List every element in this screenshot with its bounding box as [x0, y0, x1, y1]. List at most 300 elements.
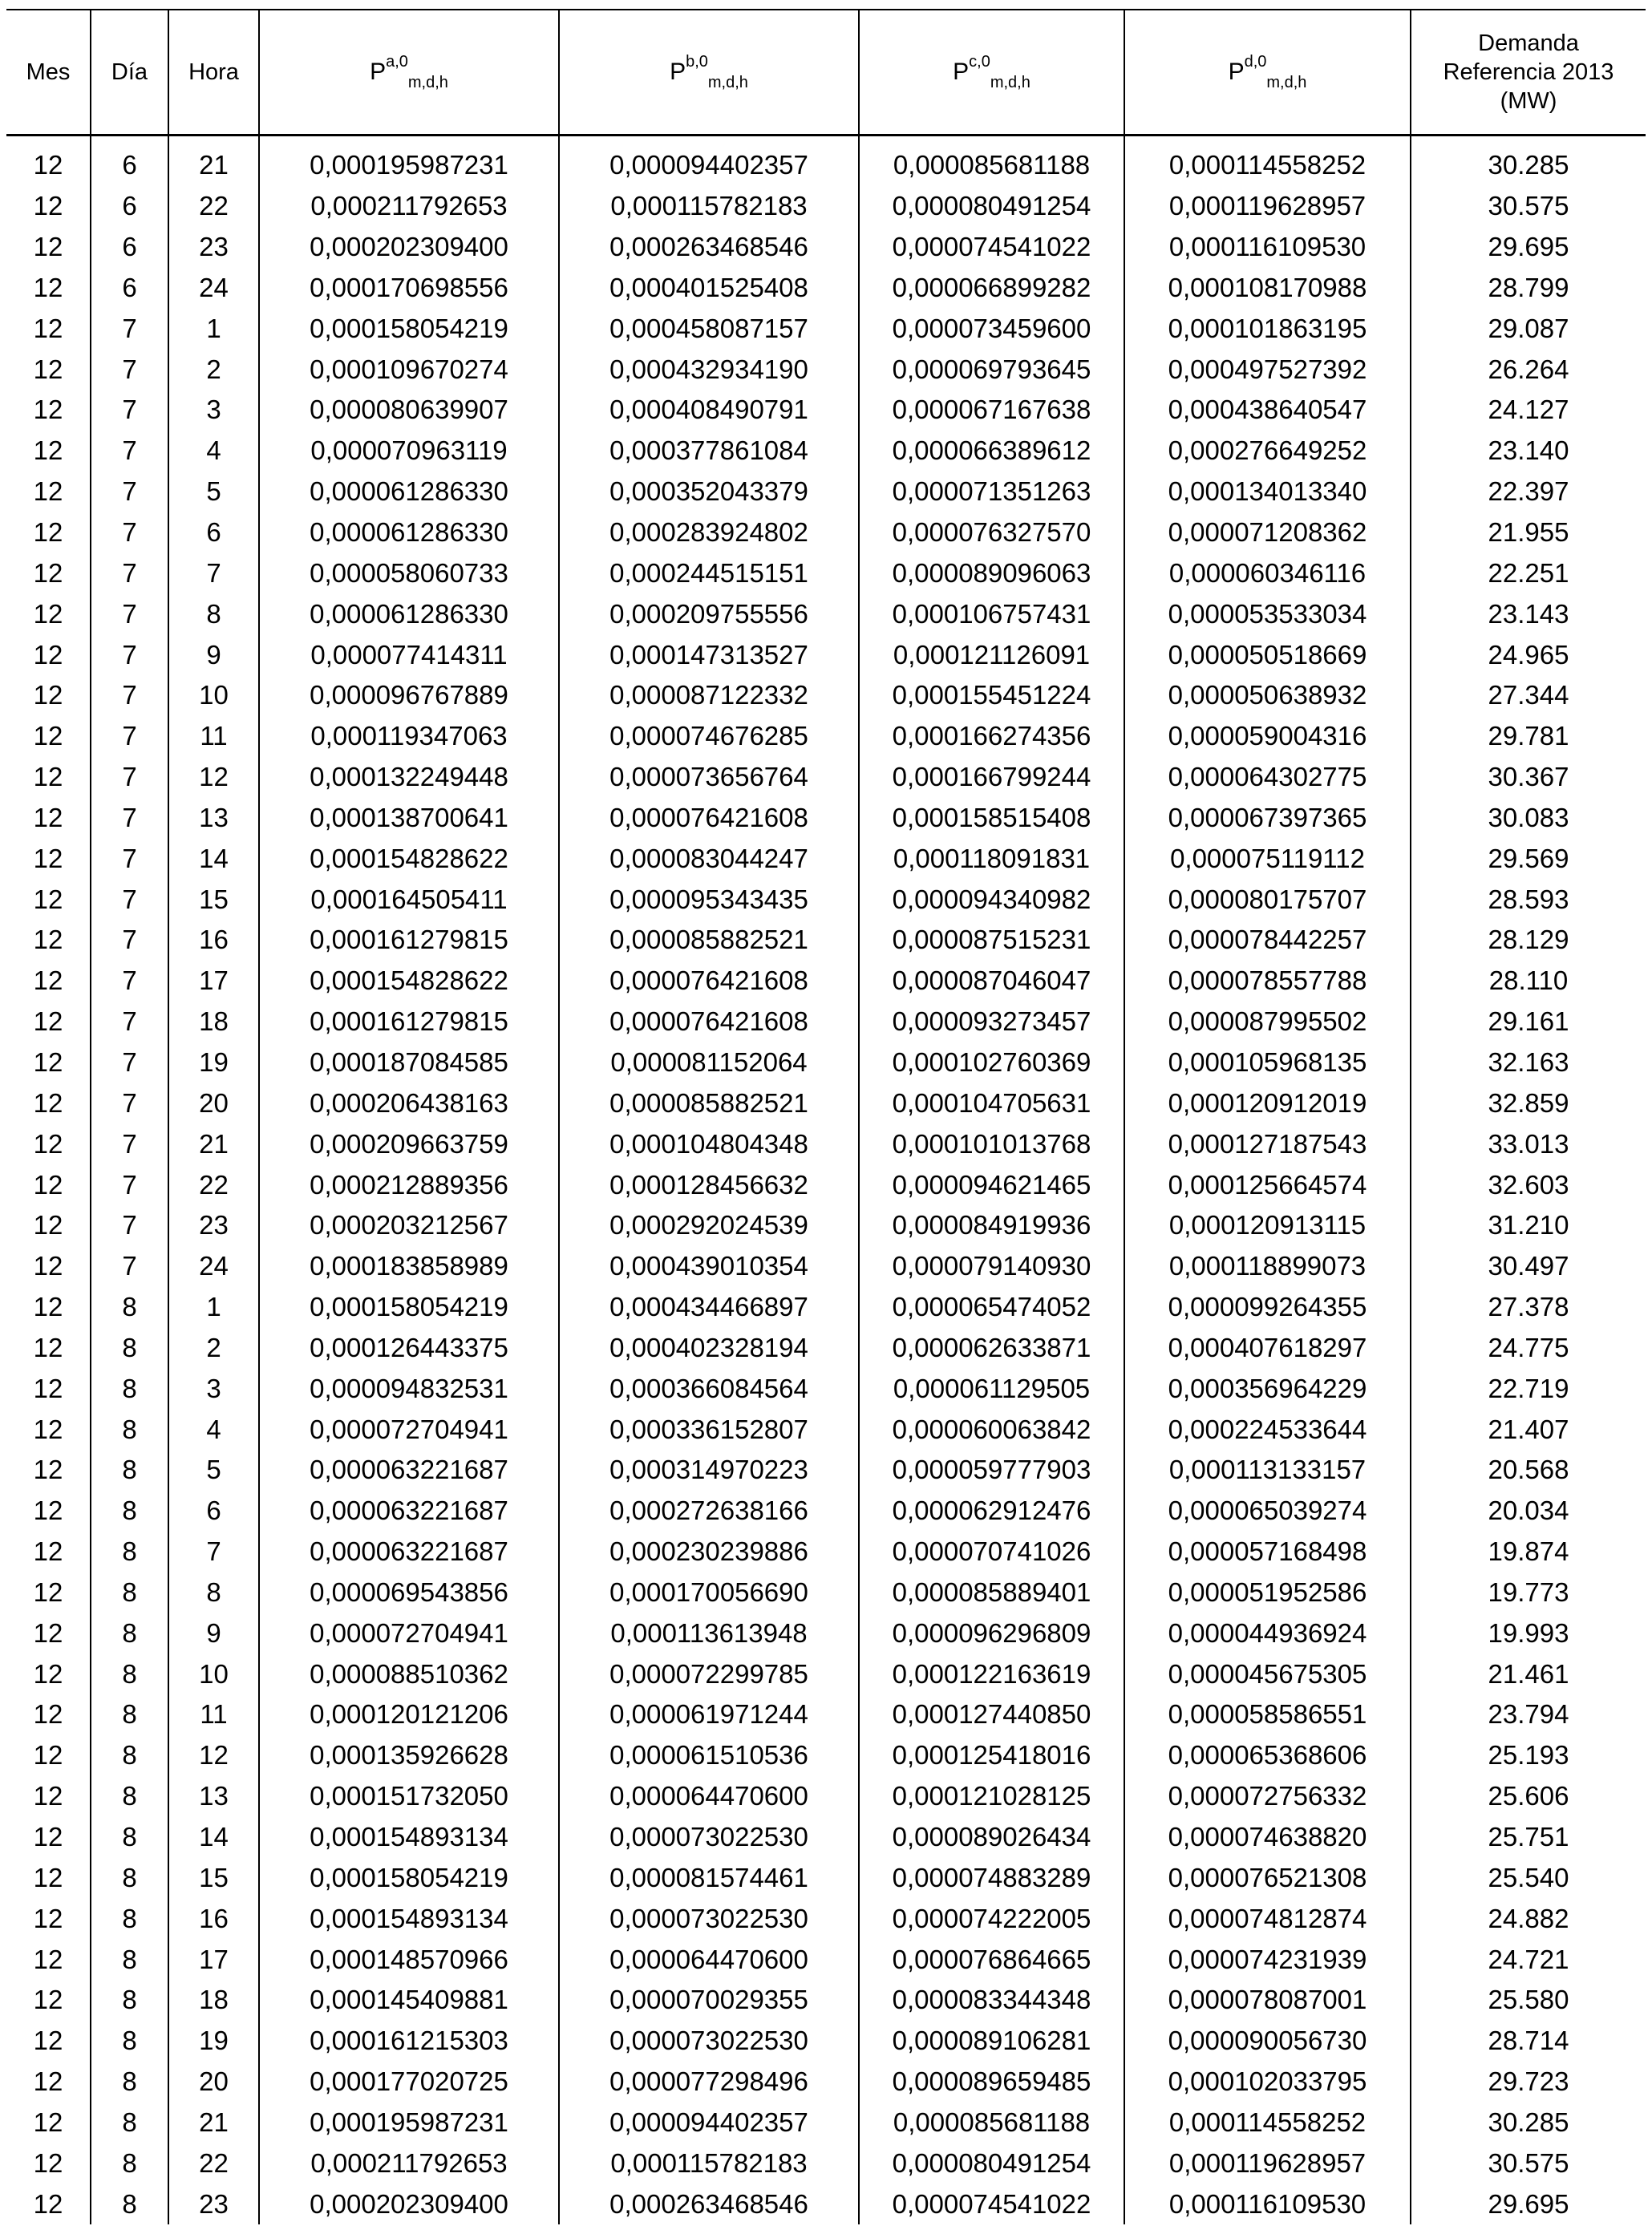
cell-demanda: 24.775 [1411, 1327, 1646, 1368]
cell-pc: 0,000076864665 [859, 1939, 1124, 1980]
cell-pc: 0,000094621465 [859, 1164, 1124, 1205]
table-row [6, 961, 1646, 1002]
cell-pb: 0,000115782183 [559, 2143, 859, 2184]
cell-demanda: 28.110 [1411, 961, 1646, 1002]
cell-demanda: 29.695 [1411, 2184, 1646, 2224]
cell-pa: 0,000109670274 [259, 349, 559, 390]
cell-pd: 0,000080175707 [1124, 879, 1411, 920]
cell-dia: 8 [91, 1450, 168, 1491]
cell-mes: 12 [6, 675, 91, 716]
cell-dia: 7 [91, 879, 168, 920]
table-row [6, 1409, 1646, 1450]
cell-demanda: 19.773 [1411, 1572, 1646, 1613]
cell-hora: 1 [168, 1287, 259, 1328]
cell-pa: 0,000119347063 [259, 716, 559, 757]
cell-pc: 0,000071351263 [859, 472, 1124, 512]
cell-pb: 0,000128456632 [559, 1164, 859, 1205]
cell-pa: 0,000148570966 [259, 1939, 559, 1980]
cell-pd: 0,000087995502 [1124, 1002, 1411, 1042]
column-header-pa [259, 10, 559, 136]
cell-dia: 8 [91, 1898, 168, 1939]
cell-pd: 0,000127187543 [1124, 1123, 1411, 1164]
cell-demanda: 30.285 [1411, 2103, 1646, 2143]
cell-dia: 7 [91, 512, 168, 553]
cell-pd: 0,000120912019 [1124, 1083, 1411, 1123]
cell-hora: 9 [168, 1613, 259, 1653]
cell-pa: 0,000154893134 [259, 1898, 559, 1939]
cell-demanda: 29.695 [1411, 227, 1646, 268]
table-row [6, 1980, 1646, 2021]
table-row [6, 1939, 1646, 1980]
cell-mes: 12 [6, 1123, 91, 1164]
cell-pb: 0,000073022530 [559, 2021, 859, 2062]
cell-demanda: 25.606 [1411, 1776, 1646, 1817]
cell-pd: 0,000078442257 [1124, 920, 1411, 961]
cell-pa: 0,000126443375 [259, 1327, 559, 1368]
cell-hora: 7 [168, 1532, 259, 1572]
cell-demanda: 30.497 [1411, 1246, 1646, 1287]
cell-demanda: 25.580 [1411, 1980, 1646, 2021]
cell-pd: 0,000102033795 [1124, 2062, 1411, 2103]
cell-pc: 0,000089096063 [859, 552, 1124, 593]
cell-dia: 8 [91, 1817, 168, 1858]
cell-pc: 0,000074222005 [859, 1898, 1124, 1939]
cell-pb: 0,000076421608 [559, 961, 859, 1002]
cell-pb: 0,000064470600 [559, 1939, 859, 1980]
cell-pb: 0,000085882521 [559, 920, 859, 961]
cell-pb: 0,000061510536 [559, 1735, 859, 1776]
cell-pb: 0,000170056690 [559, 1572, 859, 1613]
cell-mes: 12 [6, 838, 91, 879]
cell-mes: 12 [6, 1083, 91, 1123]
cell-hora: 21 [168, 145, 259, 186]
cell-dia: 7 [91, 1002, 168, 1042]
cell-pa: 0,000158054219 [259, 1857, 559, 1898]
cell-pb: 0,000352043379 [559, 472, 859, 512]
cell-mes: 12 [6, 716, 91, 757]
cell-pb: 0,000061971244 [559, 1694, 859, 1735]
cell-pd: 0,000060346116 [1124, 552, 1411, 593]
cell-pa: 0,000072704941 [259, 1409, 559, 1450]
cell-hora: 21 [168, 1123, 259, 1164]
table-row [6, 1532, 1646, 1572]
cell-pa: 0,000094832531 [259, 1368, 559, 1409]
cell-hora: 6 [168, 1491, 259, 1532]
cell-hora: 22 [168, 1164, 259, 1205]
cell-demanda: 29.723 [1411, 2062, 1646, 2103]
cell-hora: 21 [168, 2103, 259, 2143]
cell-pd: 0,000497527392 [1124, 349, 1411, 390]
table-row [6, 1287, 1646, 1328]
cell-hora: 24 [168, 1246, 259, 1287]
cell-mes: 12 [6, 961, 91, 1002]
pa-symbol: P [370, 59, 387, 85]
cell-mes: 12 [6, 1042, 91, 1083]
cell-pa: 0,000158054219 [259, 1287, 559, 1328]
pd-superscript: d,0 [1244, 53, 1267, 71]
cell-pd: 0,000074638820 [1124, 1817, 1411, 1858]
cell-pc: 0,000089106281 [859, 2021, 1124, 2062]
cell-hora: 16 [168, 1898, 259, 1939]
cell-pc: 0,000094340982 [859, 879, 1124, 920]
cell-mes: 12 [6, 2184, 91, 2224]
header-spacer-row [6, 136, 1646, 146]
cell-pd: 0,000050518669 [1124, 634, 1411, 675]
column-header-dia [91, 10, 168, 136]
cell-pc: 0,000089659485 [859, 2062, 1124, 2103]
cell-dia: 8 [91, 1694, 168, 1735]
cell-demanda: 25.751 [1411, 1817, 1646, 1858]
cell-hora: 1 [168, 308, 259, 349]
pb-superscript: b,0 [686, 53, 708, 71]
table-row [6, 1857, 1646, 1898]
cell-hora: 10 [168, 1653, 259, 1694]
table-row [6, 552, 1646, 593]
cell-pc: 0,000067167638 [859, 390, 1124, 431]
cell-pb: 0,000073022530 [559, 1817, 859, 1858]
cell-pa: 0,000154893134 [259, 1817, 559, 1858]
cell-pc: 0,000079140930 [859, 1246, 1124, 1287]
column-header-hora-label: Hora [188, 59, 239, 85]
cell-pc: 0,000121126091 [859, 634, 1124, 675]
cell-hora: 14 [168, 1817, 259, 1858]
cell-demanda: 25.193 [1411, 1735, 1646, 1776]
cell-dia: 6 [91, 268, 168, 309]
cell-demanda: 19.993 [1411, 1613, 1646, 1653]
cell-mes: 12 [6, 1491, 91, 1532]
cell-pd: 0,000099264355 [1124, 1287, 1411, 1328]
cell-mes: 12 [6, 512, 91, 553]
column-header-hora [168, 10, 259, 136]
cell-dia: 7 [91, 634, 168, 675]
cell-pa: 0,000069543856 [259, 1572, 559, 1613]
table-row [6, 1246, 1646, 1287]
cell-mes: 12 [6, 308, 91, 349]
column-header-dia-label: Día [111, 59, 148, 85]
cell-hora: 4 [168, 1409, 259, 1450]
cell-hora: 12 [168, 1735, 259, 1776]
table-row [6, 757, 1646, 798]
cell-pa: 0,000195987231 [259, 145, 559, 186]
cell-pd: 0,000074231939 [1124, 1939, 1411, 1980]
cell-pc: 0,000155451224 [859, 675, 1124, 716]
cell-pc: 0,000166274356 [859, 716, 1124, 757]
cell-mes: 12 [6, 186, 91, 227]
cell-pc: 0,000066389612 [859, 431, 1124, 472]
cell-mes: 12 [6, 1980, 91, 2021]
pa-subscript: m,d,h [407, 74, 448, 91]
cell-pa: 0,000132249448 [259, 757, 559, 798]
cell-pb: 0,000095343435 [559, 879, 859, 920]
cell-pd: 0,000090056730 [1124, 2021, 1411, 2062]
cell-pc: 0,000102760369 [859, 1042, 1124, 1083]
cell-pc: 0,000118091831 [859, 838, 1124, 879]
cell-pd: 0,000058586551 [1124, 1694, 1411, 1735]
cell-pa: 0,000080639907 [259, 390, 559, 431]
cell-dia: 7 [91, 961, 168, 1002]
cell-pb: 0,000402328194 [559, 1327, 859, 1368]
cell-pb: 0,000094402357 [559, 2103, 859, 2143]
table-row [6, 1368, 1646, 1409]
cell-demanda: 21.461 [1411, 1653, 1646, 1694]
cell-demanda: 25.540 [1411, 1857, 1646, 1898]
cell-dia: 7 [91, 552, 168, 593]
cell-pb: 0,000272638166 [559, 1491, 859, 1532]
table-row [6, 1042, 1646, 1083]
column-header-mes-label: Mes [26, 59, 71, 85]
cell-demanda: 24.965 [1411, 634, 1646, 675]
cell-pa: 0,000177020725 [259, 2062, 559, 2103]
cell-pa: 0,000161279815 [259, 920, 559, 961]
cell-dia: 8 [91, 1857, 168, 1898]
table-row [6, 2184, 1646, 2224]
cell-hora: 15 [168, 1857, 259, 1898]
cell-pb: 0,000087122332 [559, 675, 859, 716]
table-row [6, 798, 1646, 839]
table-body [6, 136, 1646, 2225]
table-row [6, 2103, 1646, 2143]
cell-pb: 0,000083044247 [559, 838, 859, 879]
cell-pc: 0,000062912476 [859, 1491, 1124, 1532]
cell-dia: 7 [91, 431, 168, 472]
cell-mes: 12 [6, 1857, 91, 1898]
cell-pb: 0,000263468546 [559, 2184, 859, 2224]
pc-symbol: P [953, 59, 970, 85]
cell-demanda: 29.781 [1411, 716, 1646, 757]
cell-mes: 12 [6, 1327, 91, 1368]
pd-subscript: m,d,h [1266, 74, 1307, 91]
cell-mes: 12 [6, 1653, 91, 1694]
cell-pd: 0,000118899073 [1124, 1246, 1411, 1287]
cell-dia: 6 [91, 186, 168, 227]
cell-pd: 0,000071208362 [1124, 512, 1411, 553]
cell-pa: 0,000135926628 [259, 1735, 559, 1776]
cell-pb: 0,000314970223 [559, 1450, 859, 1491]
cell-pc: 0,000066899282 [859, 268, 1124, 309]
table-row [6, 593, 1646, 634]
cell-dia: 8 [91, 2103, 168, 2143]
cell-pd: 0,000108170988 [1124, 268, 1411, 309]
demanda-header-line-3: (MW) [1500, 88, 1557, 114]
cell-hora: 5 [168, 1450, 259, 1491]
cell-dia: 8 [91, 1613, 168, 1653]
table-row [6, 2021, 1646, 2062]
pb-subscript: m,d,h [707, 74, 748, 91]
cell-pd: 0,000065368606 [1124, 1735, 1411, 1776]
table-row [6, 1817, 1646, 1858]
cell-dia: 7 [91, 716, 168, 757]
cell-mes: 12 [6, 2103, 91, 2143]
cell-pd: 0,000078557788 [1124, 961, 1411, 1002]
cell-hora: 18 [168, 1980, 259, 2021]
pa-superscript: a,0 [386, 53, 408, 71]
cell-demanda: 28.593 [1411, 879, 1646, 920]
cell-pc: 0,000080491254 [859, 2143, 1124, 2184]
cell-pb: 0,000408490791 [559, 390, 859, 431]
cell-hora: 19 [168, 1042, 259, 1083]
cell-demanda: 33.013 [1411, 1123, 1646, 1164]
cell-pa: 0,000158054219 [259, 308, 559, 349]
cell-pb: 0,000377861084 [559, 431, 859, 472]
cell-demanda: 31.210 [1411, 1205, 1646, 1246]
cell-pa: 0,000211792653 [259, 186, 559, 227]
cell-pa: 0,000063221687 [259, 1450, 559, 1491]
cell-pa: 0,000070963119 [259, 431, 559, 472]
header-row [6, 10, 1646, 136]
cell-pb: 0,000209755556 [559, 593, 859, 634]
cell-pa: 0,000161279815 [259, 1002, 559, 1042]
cell-demanda: 21.407 [1411, 1409, 1646, 1450]
cell-hora: 20 [168, 2062, 259, 2103]
cell-hora: 13 [168, 1776, 259, 1817]
cell-mes: 12 [6, 757, 91, 798]
cell-hora: 17 [168, 961, 259, 1002]
cell-hora: 12 [168, 757, 259, 798]
pd-symbol: P [1228, 59, 1245, 85]
table-row [6, 838, 1646, 879]
cell-pc: 0,000073459600 [859, 308, 1124, 349]
cell-dia: 7 [91, 593, 168, 634]
cell-dia: 7 [91, 472, 168, 512]
table-row [6, 2062, 1646, 2103]
cell-dia: 8 [91, 1572, 168, 1613]
cell-pb: 0,000094402357 [559, 145, 859, 186]
cell-pd: 0,000119628957 [1124, 186, 1411, 227]
table-row [6, 1735, 1646, 1776]
cell-pa: 0,000096767889 [259, 675, 559, 716]
cell-mes: 12 [6, 268, 91, 309]
table-row [6, 634, 1646, 675]
cell-hora: 4 [168, 431, 259, 472]
cell-pa: 0,000203212567 [259, 1205, 559, 1246]
cell-dia: 7 [91, 1164, 168, 1205]
table-row [6, 1572, 1646, 1613]
cell-demanda: 29.161 [1411, 1002, 1646, 1042]
cell-dia: 8 [91, 2184, 168, 2224]
cell-pb: 0,000147313527 [559, 634, 859, 675]
cell-pb: 0,000113613948 [559, 1613, 859, 1653]
cell-pa: 0,000077414311 [259, 634, 559, 675]
cell-pc: 0,000104705631 [859, 1083, 1124, 1123]
table-row [6, 920, 1646, 961]
cell-pc: 0,000085681188 [859, 2103, 1124, 2143]
cell-pc: 0,000074883289 [859, 1857, 1124, 1898]
cell-pc: 0,000070741026 [859, 1532, 1124, 1572]
cell-pa: 0,000061286330 [259, 593, 559, 634]
table-row [6, 390, 1646, 431]
cell-mes: 12 [6, 1694, 91, 1735]
cell-hora: 11 [168, 716, 259, 757]
cell-pc: 0,000121028125 [859, 1776, 1124, 1817]
cell-pb: 0,000458087157 [559, 308, 859, 349]
cell-dia: 8 [91, 1980, 168, 2021]
cell-hora: 17 [168, 1939, 259, 1980]
cell-hora: 23 [168, 1205, 259, 1246]
cell-pc: 0,000085681188 [859, 145, 1124, 186]
cell-hora: 22 [168, 186, 259, 227]
cell-pa: 0,000202309400 [259, 2184, 559, 2224]
cell-pd: 0,000045675305 [1124, 1653, 1411, 1694]
cell-pb: 0,000081152064 [559, 1042, 859, 1083]
table-row [6, 1776, 1646, 1817]
cell-demanda: 23.794 [1411, 1694, 1646, 1735]
cell-dia: 8 [91, 2021, 168, 2062]
cell-mes: 12 [6, 1246, 91, 1287]
cell-pb: 0,000366084564 [559, 1368, 859, 1409]
cell-pa: 0,000212889356 [259, 1164, 559, 1205]
cell-mes: 12 [6, 1613, 91, 1653]
cell-pa: 0,000183858989 [259, 1246, 559, 1287]
cell-pa: 0,000164505411 [259, 879, 559, 920]
cell-pd: 0,000050638932 [1124, 675, 1411, 716]
cell-pb: 0,000244515151 [559, 552, 859, 593]
cell-hora: 9 [168, 634, 259, 675]
cell-pc: 0,000096296809 [859, 1613, 1124, 1653]
cell-mes: 12 [6, 1735, 91, 1776]
cell-hora: 2 [168, 349, 259, 390]
cell-pd: 0,000053533034 [1124, 593, 1411, 634]
cell-mes: 12 [6, 1164, 91, 1205]
column-header-pc [859, 10, 1124, 136]
cell-demanda: 22.251 [1411, 552, 1646, 593]
table-row [6, 349, 1646, 390]
cell-pc: 0,000080491254 [859, 186, 1124, 227]
cell-mes: 12 [6, 390, 91, 431]
cell-pa: 0,000206438163 [259, 1083, 559, 1123]
cell-pd: 0,000113133157 [1124, 1450, 1411, 1491]
cell-pa: 0,000061286330 [259, 512, 559, 553]
cell-hora: 11 [168, 1694, 259, 1735]
table-row [6, 227, 1646, 268]
cell-hora: 2 [168, 1327, 259, 1368]
cell-demanda: 22.397 [1411, 472, 1646, 512]
cell-pc: 0,000106757431 [859, 593, 1124, 634]
cell-hora: 3 [168, 390, 259, 431]
cell-dia: 8 [91, 1735, 168, 1776]
table-row [6, 2143, 1646, 2184]
cell-hora: 5 [168, 472, 259, 512]
cell-pc: 0,000101013768 [859, 1123, 1124, 1164]
cell-dia: 8 [91, 1368, 168, 1409]
cell-pb: 0,000076421608 [559, 1002, 859, 1042]
cell-demanda: 28.129 [1411, 920, 1646, 961]
cell-mes: 12 [6, 1532, 91, 1572]
cell-pa: 0,000211792653 [259, 2143, 559, 2184]
cell-demanda: 29.569 [1411, 838, 1646, 879]
cell-pc: 0,000059777903 [859, 1450, 1124, 1491]
column-header-demanda [1411, 10, 1646, 136]
table-row [6, 675, 1646, 716]
cell-demanda: 24.882 [1411, 1898, 1646, 1939]
cell-pb: 0,000070029355 [559, 1980, 859, 2021]
cell-pc: 0,000085889401 [859, 1572, 1124, 1613]
cell-mes: 12 [6, 1817, 91, 1858]
cell-mes: 12 [6, 472, 91, 512]
cell-pc: 0,000062633871 [859, 1327, 1124, 1368]
cell-hora: 7 [168, 552, 259, 593]
cell-mes: 12 [6, 634, 91, 675]
cell-demanda: 26.264 [1411, 349, 1646, 390]
cell-mes: 12 [6, 2143, 91, 2184]
table-row [6, 308, 1646, 349]
table-row [6, 1613, 1646, 1653]
cell-mes: 12 [6, 2062, 91, 2103]
cell-pb: 0,000104804348 [559, 1123, 859, 1164]
cell-pd: 0,000074812874 [1124, 1898, 1411, 1939]
cell-hora: 13 [168, 798, 259, 839]
cell-hora: 22 [168, 2143, 259, 2184]
cell-pd: 0,000114558252 [1124, 2103, 1411, 2143]
